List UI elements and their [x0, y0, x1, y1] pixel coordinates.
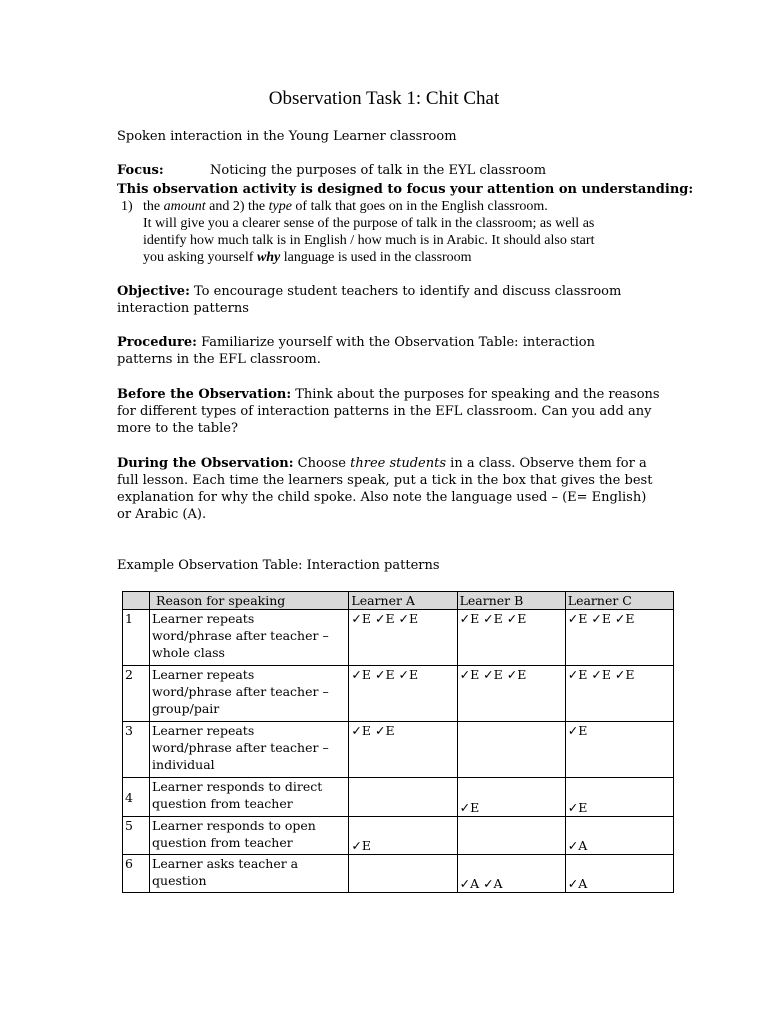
before-line-3: more to the table?	[117, 421, 238, 436]
row-num: 3	[123, 722, 150, 778]
table-row	[123, 666, 674, 722]
reason-line: Learner asks teacher a	[152, 856, 299, 871]
three-students-emphasis: three students	[350, 456, 447, 471]
row-num: 2	[123, 666, 150, 722]
objective-text: To encourage student teachers to identify and discuss classroom	[189, 284, 622, 299]
page-title: Observation Task 1: Chit Chat	[268, 88, 500, 109]
type-emphasis: type	[268, 199, 292, 214]
during-line-4: or Arabic (A).	[117, 507, 207, 522]
list-line-1	[143, 198, 548, 215]
procedure-label: Procedure:	[117, 335, 197, 350]
cell-learner-b	[457, 817, 565, 855]
cell-learner-b: ✓E ✓E ✓E	[457, 666, 565, 722]
row-reason	[150, 778, 349, 817]
list-line-4	[143, 249, 472, 266]
procedure-line-1	[117, 334, 595, 351]
reason-line: Learner repeats	[152, 611, 255, 626]
row-reason	[150, 722, 349, 778]
focus-line	[117, 162, 164, 179]
during-label: During the Observation:	[117, 456, 294, 471]
focus-text: Noticing the purposes of talk in the EYL classroom	[210, 163, 547, 178]
row-num: 4	[123, 778, 150, 817]
reason-line: whole class	[152, 645, 225, 660]
row-num: 1	[123, 610, 150, 666]
during-text: Choose	[293, 456, 351, 471]
list-line-3: identify how much talk is in English / how much is in Arabic. It should also start	[143, 233, 595, 248]
row-reason	[150, 666, 349, 722]
focus-label: Focus:	[117, 163, 164, 178]
why-emphasis: why	[256, 250, 281, 265]
cell-learner-a: ✓E ✓E ✓E	[349, 610, 457, 666]
reason-line: group/pair	[152, 701, 220, 716]
during-line-2: full lesson. Each time the learners speak, put a tick in the box that gives the best	[117, 473, 653, 488]
reason-line: word/phrase after teacher –	[152, 684, 329, 699]
cell-learner-a: ✓E ✓E ✓E	[349, 666, 457, 722]
procedure-line-2: patterns in the EFL classroom.	[117, 352, 321, 367]
reason-line: Learner repeats	[152, 667, 255, 682]
list-text-part: and 2) the	[205, 199, 269, 214]
cell-learner-c: ✓E ✓E ✓E	[565, 610, 673, 666]
intro-text: This observation activity is designed to focus your attention on understanding:	[117, 182, 694, 197]
table-row	[123, 855, 674, 893]
reason-line: individual	[152, 757, 215, 772]
reason-line: question	[152, 873, 207, 888]
before-line-1	[117, 386, 660, 403]
table-row	[123, 817, 674, 855]
list-number: 1)	[121, 199, 133, 214]
cell-learner-c: ✓A	[565, 855, 673, 893]
reason-line: Learner repeats	[152, 723, 255, 738]
cell-learner-b: ✓E	[457, 778, 565, 817]
row-reason	[150, 855, 349, 893]
cell-learner-c: ✓A	[565, 817, 673, 855]
objective-line-1	[117, 283, 621, 300]
table-header-row	[123, 592, 674, 610]
cell-learner-a	[349, 855, 457, 893]
reason-line: word/phrase after teacher –	[152, 628, 329, 643]
reason-line: Learner responds to direct	[152, 779, 323, 794]
table-row	[123, 722, 674, 778]
row-num: 6	[123, 855, 150, 893]
list-line-2: It will give you a clearer sense of the purpose of talk in the classroom; as well as	[143, 216, 595, 231]
cell-learner-b	[457, 722, 565, 778]
reason-line: question from teacher	[152, 835, 293, 850]
reason-line: question from teacher	[152, 796, 293, 811]
list-text-part: the	[143, 199, 164, 214]
cell-learner-a: ✓E ✓E	[349, 722, 457, 778]
cell-learner-a	[349, 778, 457, 817]
cell-learner-c: ✓E ✓E ✓E	[565, 666, 673, 722]
before-line-2: for different types of interaction patterns in the EFL classroom. Can you add any	[117, 404, 652, 419]
during-line-3: explanation for why the child spoke. Also note the language used – (E= English)	[117, 490, 647, 505]
row-reason	[150, 817, 349, 855]
subtitle: Spoken interaction in the Young Learner classroom	[117, 129, 457, 144]
objective-label: Objective:	[117, 284, 190, 299]
before-label: Before the Observation:	[117, 387, 292, 402]
objective-line-2: interaction patterns	[117, 301, 249, 316]
amount-emphasis: amount	[163, 199, 206, 214]
cell-learner-b: ✓E ✓E ✓E	[457, 610, 565, 666]
row-num: 5	[123, 817, 150, 855]
cell-learner-c: ✓E	[565, 778, 673, 817]
reason-line: Learner responds to open	[152, 818, 316, 833]
reason-line: word/phrase after teacher –	[152, 740, 329, 755]
table-row	[123, 778, 674, 817]
cell-learner-a: ✓E	[349, 817, 457, 855]
list-text-part: of talk that goes on in the English classroom.	[291, 199, 548, 214]
before-text: Think about the purposes for speaking and the reasons	[291, 387, 660, 402]
observation-table	[122, 591, 674, 893]
table-caption: Example Observation Table: Interaction patterns	[117, 558, 440, 573]
header-learner-a: Learner A	[349, 592, 457, 610]
list-text-part: language is used in the classroom	[280, 250, 472, 265]
during-line-1	[117, 455, 647, 472]
table-row	[123, 610, 674, 666]
cell-learner-b: ✓A ✓A	[457, 855, 565, 893]
during-text: in a class. Observe them for a	[446, 456, 647, 471]
header-reason: Reason for speaking	[150, 592, 349, 610]
row-reason	[150, 610, 349, 666]
header-learner-c: Learner C	[565, 592, 673, 610]
header-num	[123, 592, 150, 610]
list-text-part: you asking yourself	[143, 250, 257, 265]
procedure-text: Familiarize yourself with the Observation Table: interaction	[196, 335, 595, 350]
header-learner-b: Learner B	[457, 592, 565, 610]
cell-learner-c: ✓E	[565, 722, 673, 778]
